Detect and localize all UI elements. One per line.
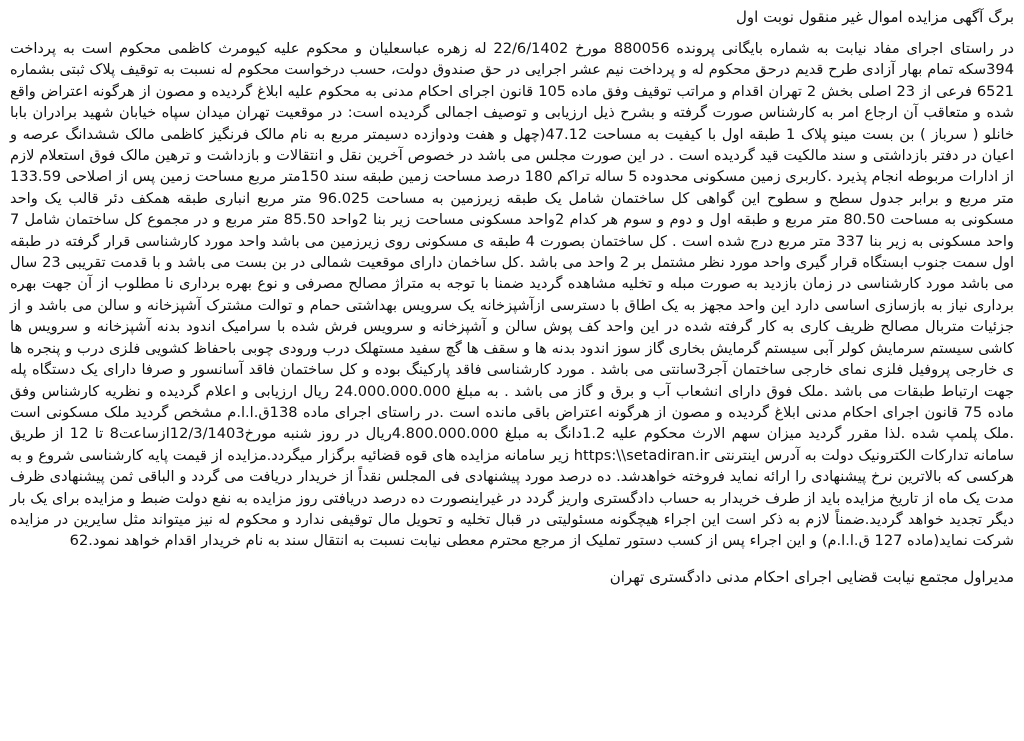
notice-body: در راستای اجرای مفاد نیابت به شماره بایگانی پرونده 880056 مورخ 22/6/1402 له زهره عباسعلیان و محکوم علیه کیومرث کاظمی محکوم است به پرداخت 394سکه تمام بهار آزادی طرح قدیم درحق محکوم له و پرداخت نیم عشر اجرایی در حق صندوق دولت، حسب درخواست محکوم له نسبت به توقیف پلاک ثبتی بشماره 6521 فرعی از 23 اصلی بخش 2 تهران اقدام و مراتب توقیف وفق ماده 105 قانون اجرای احکام مدنی به محکوم علیه ابلاغ گردیده و مصون از هرگونه اعتراض واقع شده و متعاقب آن ارجاع امر به کارشناس صورت گرفته و بشرح ذیل ارزیابی و توصیف اجمالی گردیده است: در موقعیت تهران میدان سپاه خیابان شهید برادران بابا خانلو ( سرباز ) بن بست مینو پلاک 1 طبقه اول با کیفیت به مساحت 47.12(چهل و هفت ودوازده دسیمتر مربع به نام مالک فرنگیز کاظمی مالک ششدانگ عرصه و اعیان در دفتر بازداشتی و سند مالکیت قید گردیده است . در این صورت مجلس می باشد در خصوص آخرین نقل و انتقالات و بازداشت و ترهین مالک فوق استعلام لازم از ادارات مربوطه انجام پذیرد .کاربری زمین مسکونی محدوده 5 ساله تراکم 180 درصد مساحت زمین طبقه سند 150متر مربع مساحت زمین پس از اصلاحی 133.59 متر مربع و برابر جدول سطح و سطوح این گواهی کل ساختمان شامل یک طبقه زیرزمین به مساحت 96.025 متر مربع انباری طبقه همکف دئر قالب یک واحد مسکونی به مساحت 80.50 متر مربع و طبقه اول و دوم و سوم هر کدام 2واحد مسکونی مساحت زیر بنا 2واحد 85.50 متر مربع و در مجموع کل ساختمان شامل 7 واحد مسکونی به زیر بنا 337 متر مربع درج شده است . کل ساختمان بصورت 4 طبقه ی مسکونی روی زیرزمین می باشد واحد مورد کارشناسی قرار گرفته در طبقه اول سمت جنوب ابستگاه قرار گیری واحد مورد نظر مشتمل بر 2 واحد می باشد .کل ساخمان دارای موقعیت شمالی در بن بست می باشد و با قدمت تقریبی 23 سال می باشد مورد کارشناسی در زمان بازدید به صورت مبله و تخلیه مشاهده گردید ضمنا با توجه به متراژ مصالح مصرفی و نوع بهره برداری نا مطلوب از آن جهت بهره برداری نیاز به بازسازی اساسی دارد این واحد مجهز به یک اطاق با دسترسی ازآشپزخانه یک سرویس بهداشتی حمام و توالت مشترک آشپزخانه و سالن می باشد و از جزئیات متربال مصالح ظریف کاری به کار گرفته شده در این واحد کف پوش سالن و آشپزخانه و سرویس فرش شده با سرامیک اندود بدنه آشپزخانه و سرویس ها کاشی سیستم سرمایش کولر آبی سیستم گرمایش بخاری گاز سوز اندود بدنه ها و سقف ها گچ سفید مستهلک درب ورودی چوبی باحفاظ کشویی فلزی درب و پنجره ها ی خارجی پروفیل فلزی نمای خارجی ساختمان آجر3سانتی می باشد . مورد کارشناسی فاقد پارکینگ بوده و کل ساختمان فاقد آسانسور و صرفا دارای یک دستگاه پله جهت ارتباط طبقات می باشد .ملک فوق دارای انشعاب آب و برق و گاز می باشد . به مبلغ 24.000.000.000 ریال ارزیابی و اعلام گردیده و نظریه کارشناس وفق ماده 75 قانون اجرای احکام مدنی ابلاغ گردیده و مصون از هرگونه اعتراض باقی مانده است .در راستای اجرای ماده 138ق.ا.ا.م مشخص گردید ملک مسکونی است .ملک پلمپ شده .لذا مقرر گردید میزان سهم الارث محکوم علیه 1.2دانگ به مبلغ 4.800.000.000ریال در روز شنبه مورخ12/3/1403ازساعت8 تا 12 از طریق سامانه تدارکات الکترونیک دولت به آدرس اینترنتی https:\\setadiran.ir زیر سامانه مزایده های قوه قضائیه برگزار میگردد.مزایده از قیمت پایه کارشناسی شروع و به هرکسی که بالاترین نرخ پیشنهادی را ارائه نماید فروخته خواهدشد. ده درصد مورد پیشنهادی فی المجلس نقداً از خریدار دریافت می گردد و الباقی ثمن پیشنهادی ظرف مدت یک ماه از تاریخ مزایده باید از طرف خریدار به حساب دادگستری واریز گردد در غیراینصورت ده درصد دریافتی روز مزایده به نفع دولت ضبط و مزایده برای یک بار دیگر تجدید خواهد گردید.ضمناً لازم به ذکر است این اجراء هیچگونه مسئولیتی در قبال تخلیه و تحویل مال توقیفی ندارد و محکوم له نیز میتواند مثل سایرین در مزایده شرکت نماید(ماده 127 ق.ا.ا.م) و این اجراء پس از کسب دستور تملیک از مرجع محترم معطی نیابت نسبت به انتقال سند به نام خریدار اقدام خواهد نمود.62 xyxy=(10,40,1015,550)
notice-title: برگ آگهی مزایده اموال غیر منقول نوبت اول xyxy=(736,8,1014,26)
notice-signature: مدیراول مجتمع نیابت قضایی اجرای احکام مدنی دادگستری تهران xyxy=(609,567,1014,586)
